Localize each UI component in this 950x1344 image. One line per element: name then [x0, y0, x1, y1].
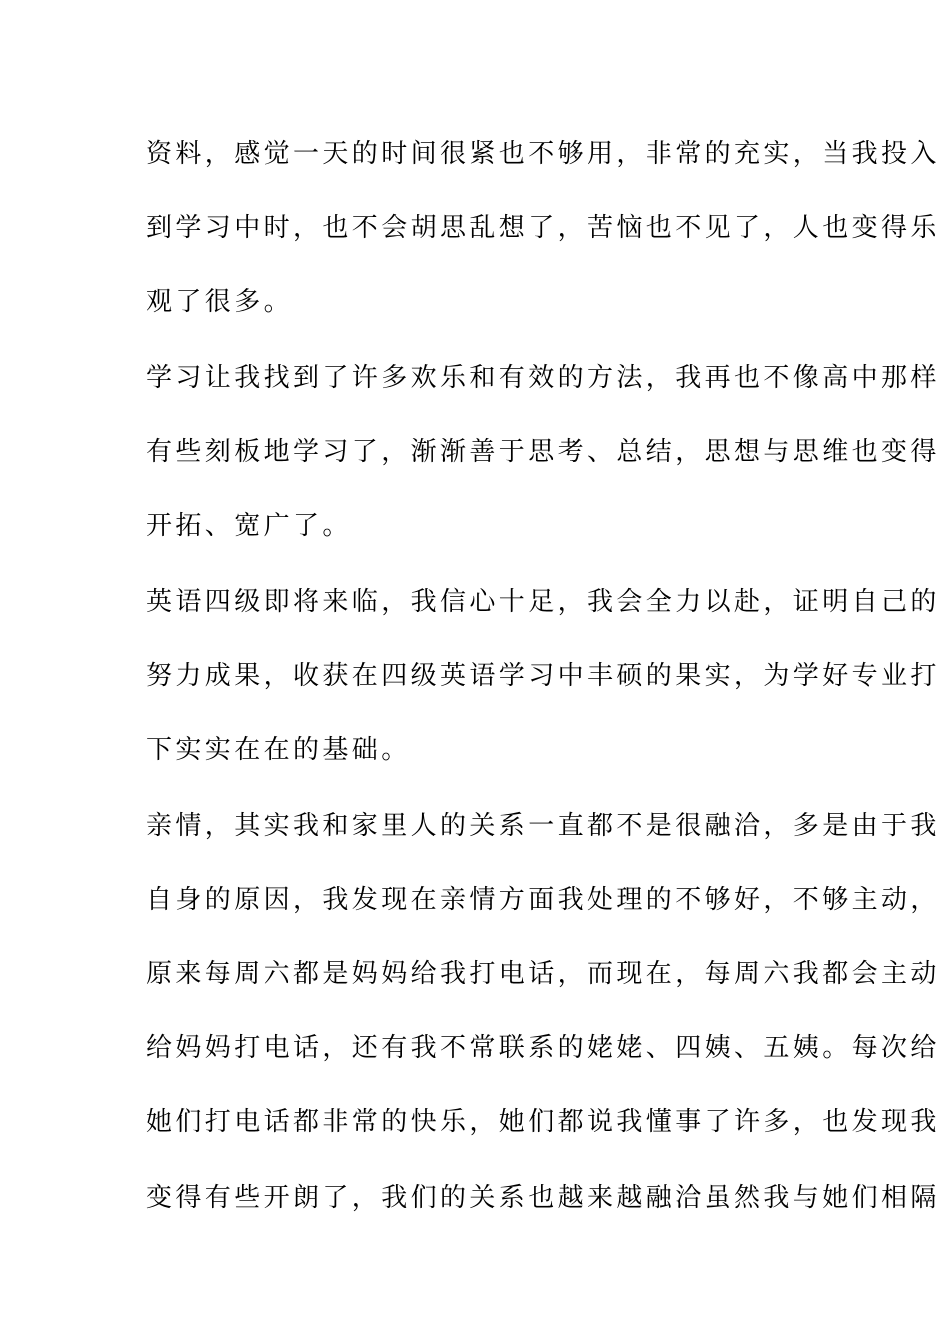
text-line: 原来每周六都是妈妈给我打电话，而现在，每周六我都会主动: [146, 959, 940, 989]
text-line: 到学习中时，也不会胡思乱想了，苦恼也不见了，人也变得乐: [146, 213, 940, 243]
text-line: 给妈妈打电话，还有我不常联系的姥姥、四姨、五姨。每次给: [146, 1033, 940, 1063]
text-line: 英语四级即将来临，我信心十足，我会全力以赴，证明自己的: [146, 587, 940, 617]
text-line: 开拓、宽广了。: [146, 511, 352, 541]
text-line: 有些刻板地学习了，渐渐善于思考、总结，思想与思维也变得: [146, 437, 940, 467]
text-line: 变得有些开朗了，我们的关系也越来越融洽虽然我与她们相隔: [146, 1183, 940, 1213]
text-line: 下实实在在的基础。: [146, 735, 411, 765]
text-line: 观了很多。: [146, 287, 294, 317]
text-line: 自身的原因，我发现在亲情方面我处理的不够好，不够主动，: [146, 885, 940, 915]
text-line: 学习让我找到了许多欢乐和有效的方法，我再也不像高中那样: [146, 363, 940, 393]
text-line: 努力成果，收获在四级英语学习中丰硕的果实，为学好专业打: [146, 661, 940, 691]
text-line: 亲情，其实我和家里人的关系一直都不是很融洽，多是由于我: [146, 811, 940, 841]
text-line: 资料，感觉一天的时间很紧也不够用，非常的充实，当我投入: [146, 139, 940, 169]
text-line: 她们打电话都非常的快乐，她们都说我懂事了许多，也发现我: [146, 1107, 940, 1137]
